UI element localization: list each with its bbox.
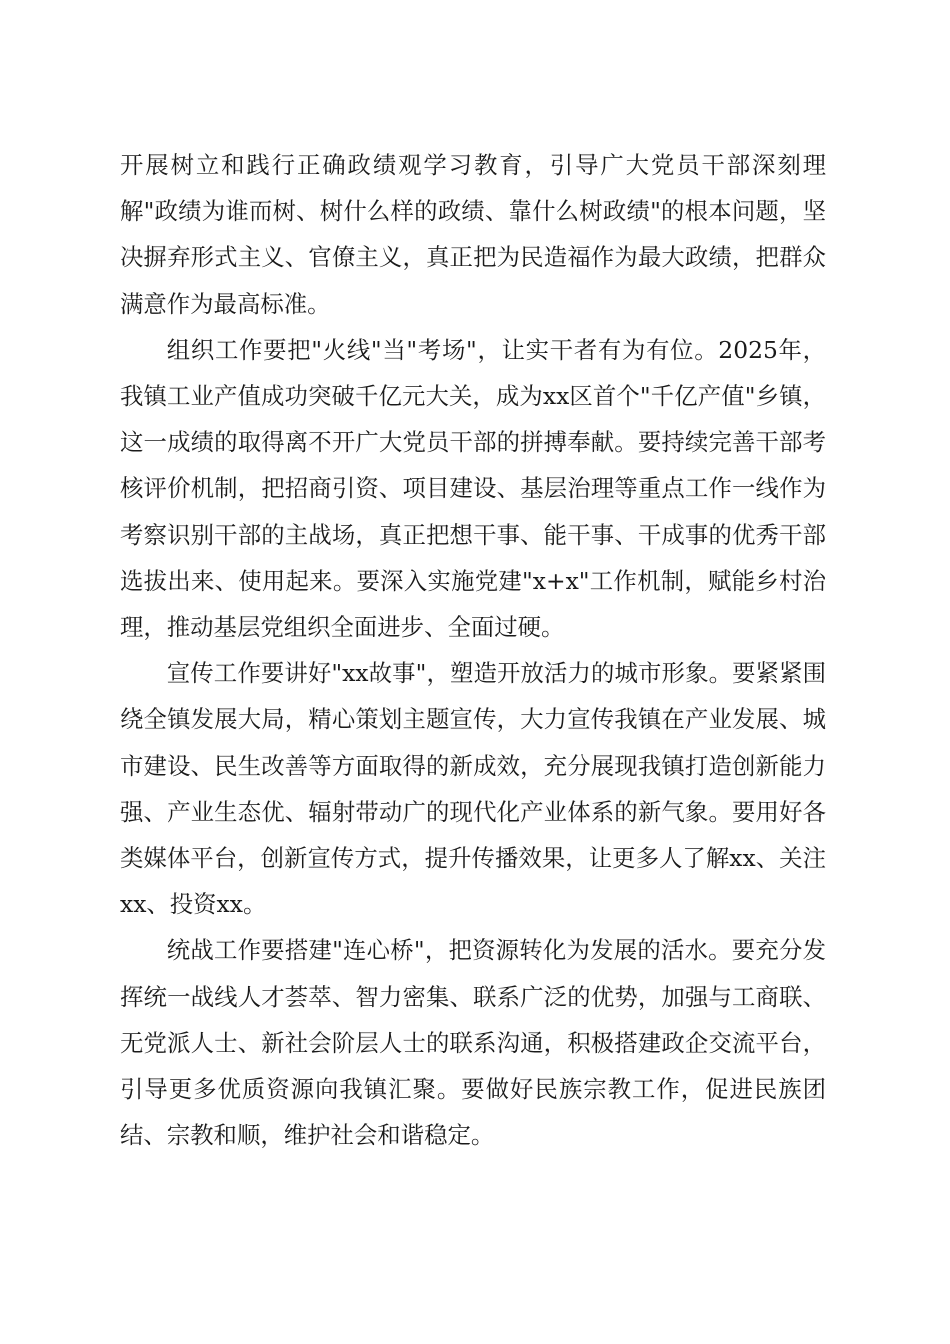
paragraph-united-front-work: 统战工作要搭建"连心桥"，把资源转化为发展的活水。要充分发挥统一战线人才荟萃、智力密集、联系广泛的优势，加强与工商联、无党派人士、新社会阶层人士的联系沟通，积极搭建政企交流平台，引导更多优质资源向我镇汇聚。要做好民族宗教工作，促进民族团结、宗教和顺，维护社会和谐稳定。 <box>120 936 826 1150</box>
paragraph-publicity-work: 宣传工作要讲好"xx故事"，塑造开放活力的城市形象。要紧紧围绕全镇发展大局，精心策划主题宣传，大力宣传我镇在产业发展、城市建设、民生改善等方面取得的新成效，充分展现我镇打造创新能力强、产业生态优、辐射带动广的现代化产业体系的新气象。要用好各类媒体平台，创新宣传方式，提升传播效果，让更多人了解xx、关注xx、投资xx。 <box>120 659 826 919</box>
paragraph-organization-work: 组织工作要把"火线"当"考场"，让实干者有为有位。2025年，我镇工业产值成功突破千亿元大关，成为xx区首个"千亿产值"乡镇，这一成绩的取得离不开广大党员干部的拼搏奉献。要持续完善干部考核评价机制，把招商引资、项目建设、基层治理等重点工作一线作为考察识别干部的主战场，真正把想干事、能干事、干成事的优秀干部选拔出来、使用起来。要深入实施党建"x+x"工作机制，赋能乡村治理，推动基层党组织全面进步、全面过硬。 <box>120 335 826 642</box>
paragraph-continued: 开展树立和践行正确政绩观学习教育，引导广大党员干部深刻理解"政绩为谁而树、树什么样的政绩、靠什么树政绩"的根本问题，坚决摒弃形式主义、官僚主义，真正把为民造福作为最大政绩，把群众满意作为最高标准。 <box>120 151 826 318</box>
body-text <box>120 142 826 1158</box>
